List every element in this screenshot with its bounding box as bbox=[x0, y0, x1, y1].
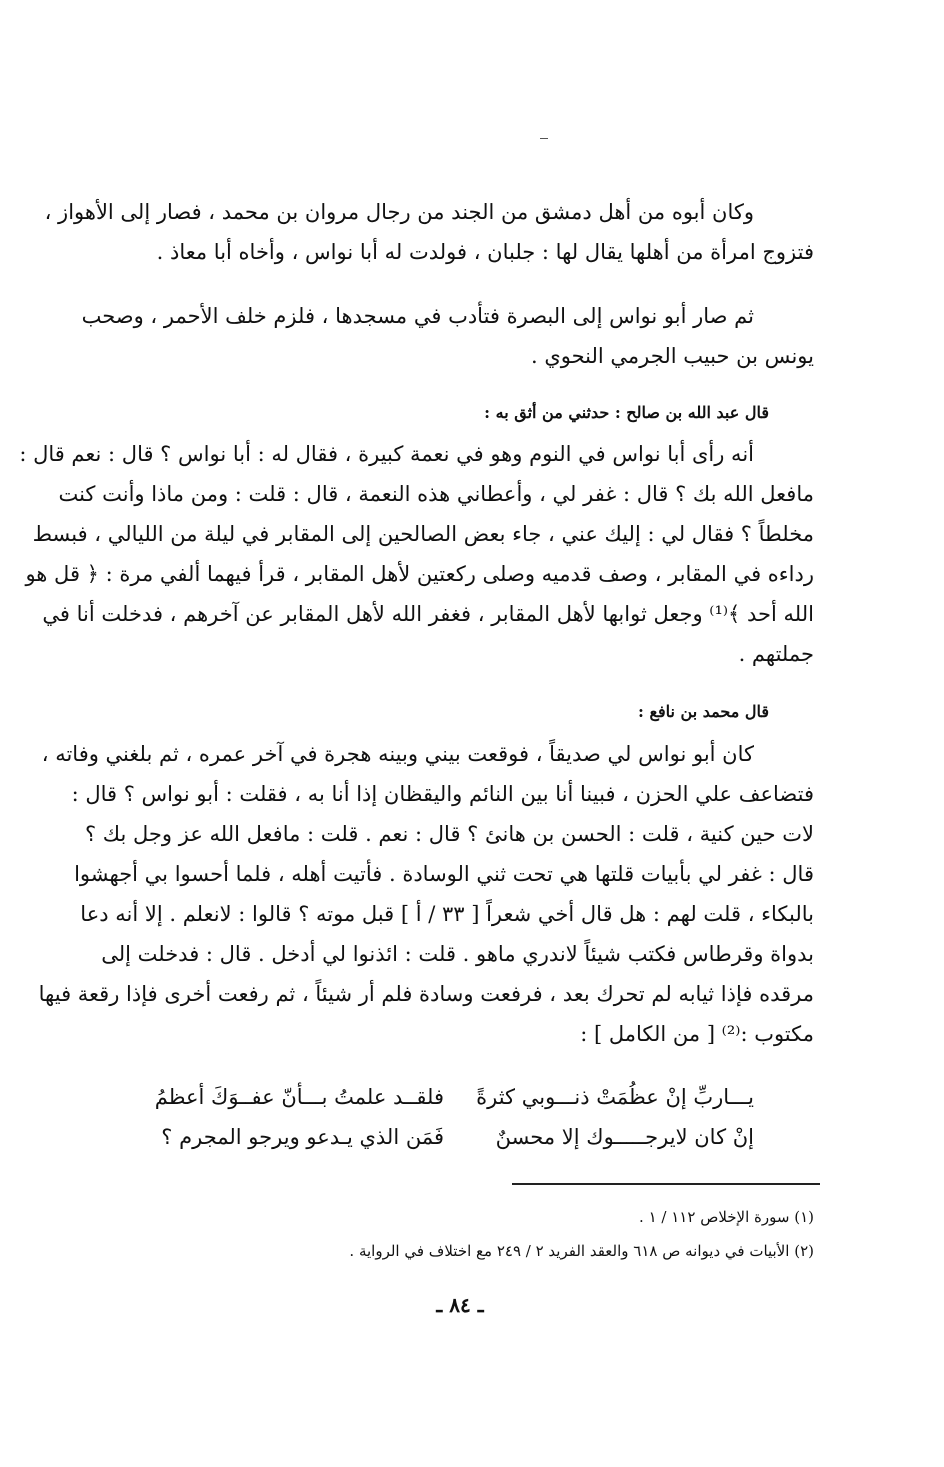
footnote-2: (٢) الأبيات في ديوانه ص ٦١٨ والعقد الفريد ٢ / ٢٤٩ مع اختلاف في الرواية . bbox=[349, 1242, 814, 1260]
paragraph-4-line-5: بالبكاء ، قلت لهم : هل قال أخي شعراً [ ٣٣ / أ ] قبل موته ؟ قالوا : لانعلم . إلا أنه دعا bbox=[80, 902, 814, 926]
paragraph-4-line-3: لات حين كنية ، قلت : الحسن بن هانئ ؟ قال : نعم . قلت : مافعل الله عز وجل بك ؟ bbox=[84, 822, 814, 846]
verse-1-second-hemistich: فلقــد علمتُ بـــأنّ عفــوَكَ أعظمُ bbox=[154, 1085, 444, 1109]
paragraph-2-line-1: ثم صار أبو نواس إلى البصرة فتأدب في مسجدها ، فلزم خلف الأحمر ، وصحب bbox=[81, 304, 754, 328]
paragraph-3-line-2: مافعل الله بك ؟ قال : غفر لي ، وأعطاني هذه النعمة ، قال : قلت : ومن ماذا وأنت كنت bbox=[58, 482, 814, 506]
paragraph-4-line-8: مكتوب :⁽²⁾ [ من الكامل ] : bbox=[580, 1022, 814, 1046]
section-heading-muhammad: قال محمد بن نافع : bbox=[637, 702, 769, 721]
paragraph-2-line-2: يونس بن حبيب الجرمي النحوي . bbox=[530, 344, 814, 368]
footnote-divider bbox=[512, 1183, 820, 1185]
paragraph-1-line-2: فتزوج امرأة من أهلها يقال لها : جلبان ، فولدت له أبا نواس ، وأخاه أبا معاذ . bbox=[156, 240, 814, 264]
footnote-1: (١) سورة الإخلاص ١١٢ / ١ . bbox=[639, 1208, 814, 1226]
paragraph-4-line-4: قال : غفر لي بأبيات قلتها هي تحت ثني الوسادة . فأتيت أهله ، فلما أحسوا بي أجهشوا bbox=[74, 862, 814, 886]
paragraph-3-line-4: رداءه في المقابر ، وصف قدميه وصلى ركعتين لأهل المقابر ، قرأ فيهما ألفي مرة : ﴿ قل هو bbox=[25, 562, 814, 586]
paragraph-3-line-3: مخلطاً ؟ فقال لي : إليك عني ، جاء بعض الصالحين إلى المقابر في ليلة من الليالي ، فبسط bbox=[32, 522, 814, 546]
paragraph-3-line-1: أنه رأى أبا نواس في النوم وهو في نعمة كبيرة ، فقال له : أبا نواس ؟ قال : نعم قال : bbox=[19, 442, 754, 466]
paragraph-4-line-6: بدواة وقرطاس فكتب شيئاً لاندري ماهو . قلت : ائذنوا لي أدخل . قال : فدخلت إلى bbox=[101, 942, 814, 966]
verse-2-second-hemistich: فَمَن الذي يـدعو ويرجو المجرم ؟ bbox=[161, 1125, 444, 1149]
paragraph-1-line-1: وكان أبوه من أهل دمشق من الجند من رجال مروان بن محمد ، فصار إلى الأهواز ، bbox=[44, 200, 754, 224]
verse-2-first-hemistich: إنْ كان لايرجـــــوك إلا محسنٌ bbox=[495, 1125, 754, 1149]
scan-mark bbox=[540, 138, 548, 139]
paragraph-4-line-2: فتضاعف علي الحزن ، فبينا أنا بين النائم واليقظان إذا أنا به ، فقلت : أبو نواس ؟ قال : bbox=[71, 782, 814, 806]
paragraph-4-line-1: كان أبو نواس لي صديقاً ، فوقعت بيني وبينه هجرة في آخر عمره ، ثم بلغني وفاته ، bbox=[41, 742, 754, 766]
page-number: ـ ٨٤ ـ bbox=[436, 1293, 484, 1317]
verse-1-first-hemistich: يـــاربِّ إنْ عظُمَتْ ذنـــوبي كثرةً bbox=[476, 1085, 754, 1109]
paragraph-3-line-5: الله أحد ﴾⁽¹⁾ وجعل ثوابها لأهل المقابر ، فغفر الله لأهل المقابر عن آخرهم ، فدخلت أنا في bbox=[42, 602, 814, 626]
paragraph-3-line-6: جملتهم . bbox=[738, 642, 814, 666]
paragraph-4-line-7: مرقده فإذا ثيابه لم تحرك بعد ، فرفعت وسادة فلم أر شيئاً ، ثم رفعت أخرى فإذا رقعة فيها bbox=[38, 982, 814, 1006]
section-heading-abdullah: قال عبد الله بن صالح : حدثني من أثق به : bbox=[484, 403, 769, 422]
